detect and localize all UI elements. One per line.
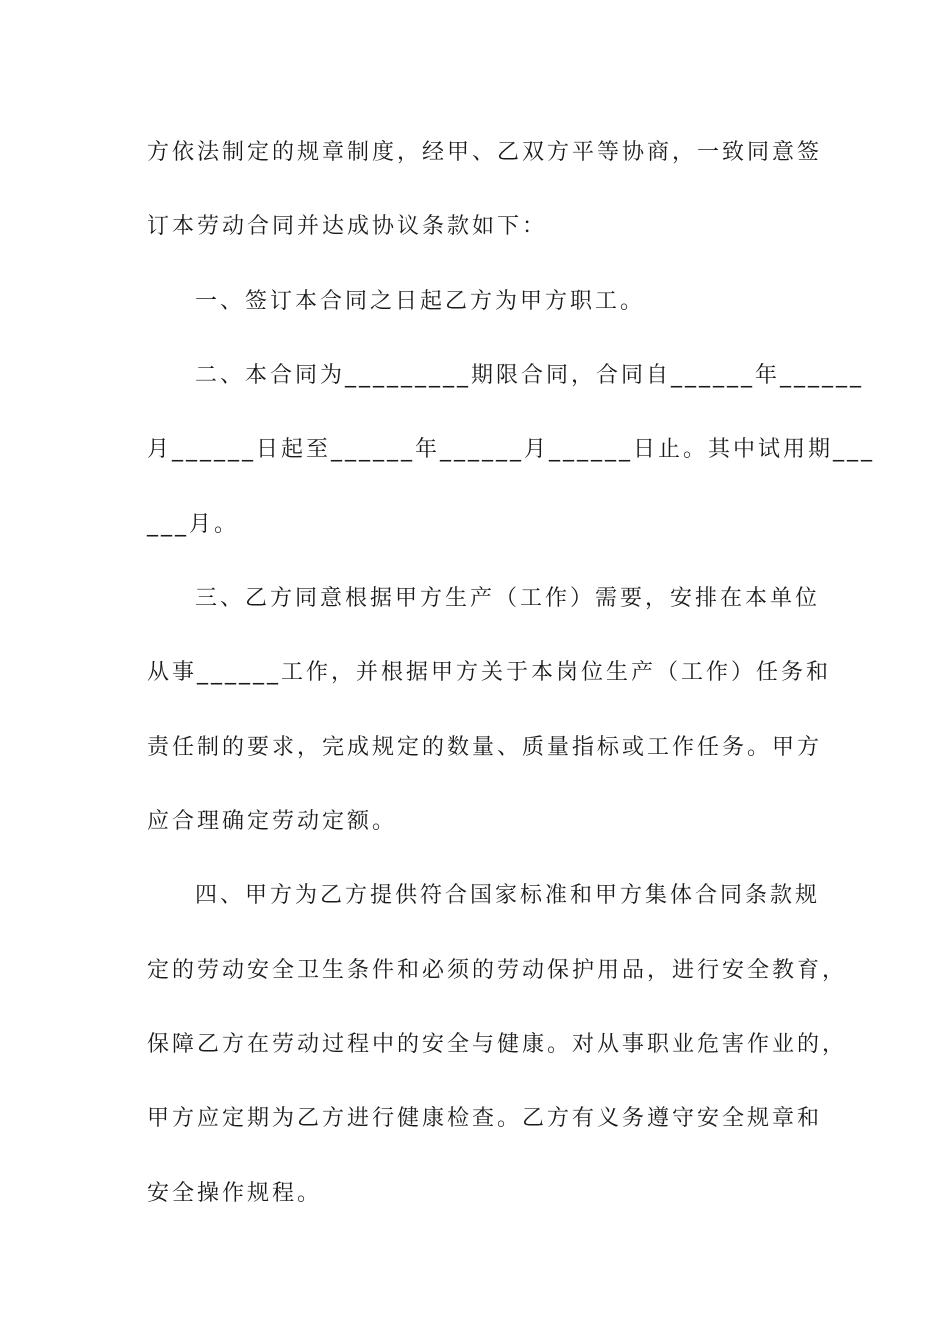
text-line: 方依法制定的规章制度，经甲、乙双方平等协商，一致同意签 (147, 140, 823, 165)
text-line: 月______日起至______年______月______日止。其中试用期___ (147, 437, 876, 462)
text-line: 从事______工作，并根据甲方关于本岗位生产（工作）任务和 (147, 660, 832, 685)
text-line: 安全操作规程。 (147, 1181, 323, 1206)
text-line: 应合理确定劳动定额。 (147, 809, 398, 834)
clause-4-line: 四、甲方为乙方提供符合国家标准和甲方集体合同条款规 (195, 883, 821, 908)
text-line: 责任制的要求，完成规定的数量、质量指标或工作任务。甲方 (147, 735, 823, 760)
clause-3-line: 三、乙方同意根据甲方生产（工作）需要，安排在本单位 (195, 586, 821, 611)
text-line: 保障乙方在劳动过程中的安全与健康。对从事职业危害作业的， (147, 1032, 848, 1057)
clause-2-line: 二、本合同为_________期限合同，合同自______年______ (195, 363, 865, 388)
text-line: 定的劳动安全卫生条件和必须的劳动保护用品，进行安全教育， (147, 958, 848, 983)
text-line: ___月。 (147, 512, 240, 537)
text-line: 甲方应定期为乙方进行健康检查。乙方有义务遵守安全规章和 (147, 1106, 823, 1131)
clause-1-line: 一、签订本合同之日起乙方为甲方职工。 (195, 289, 646, 314)
text-line: 订本劳动合同并达成协议条款如下： (147, 214, 548, 239)
